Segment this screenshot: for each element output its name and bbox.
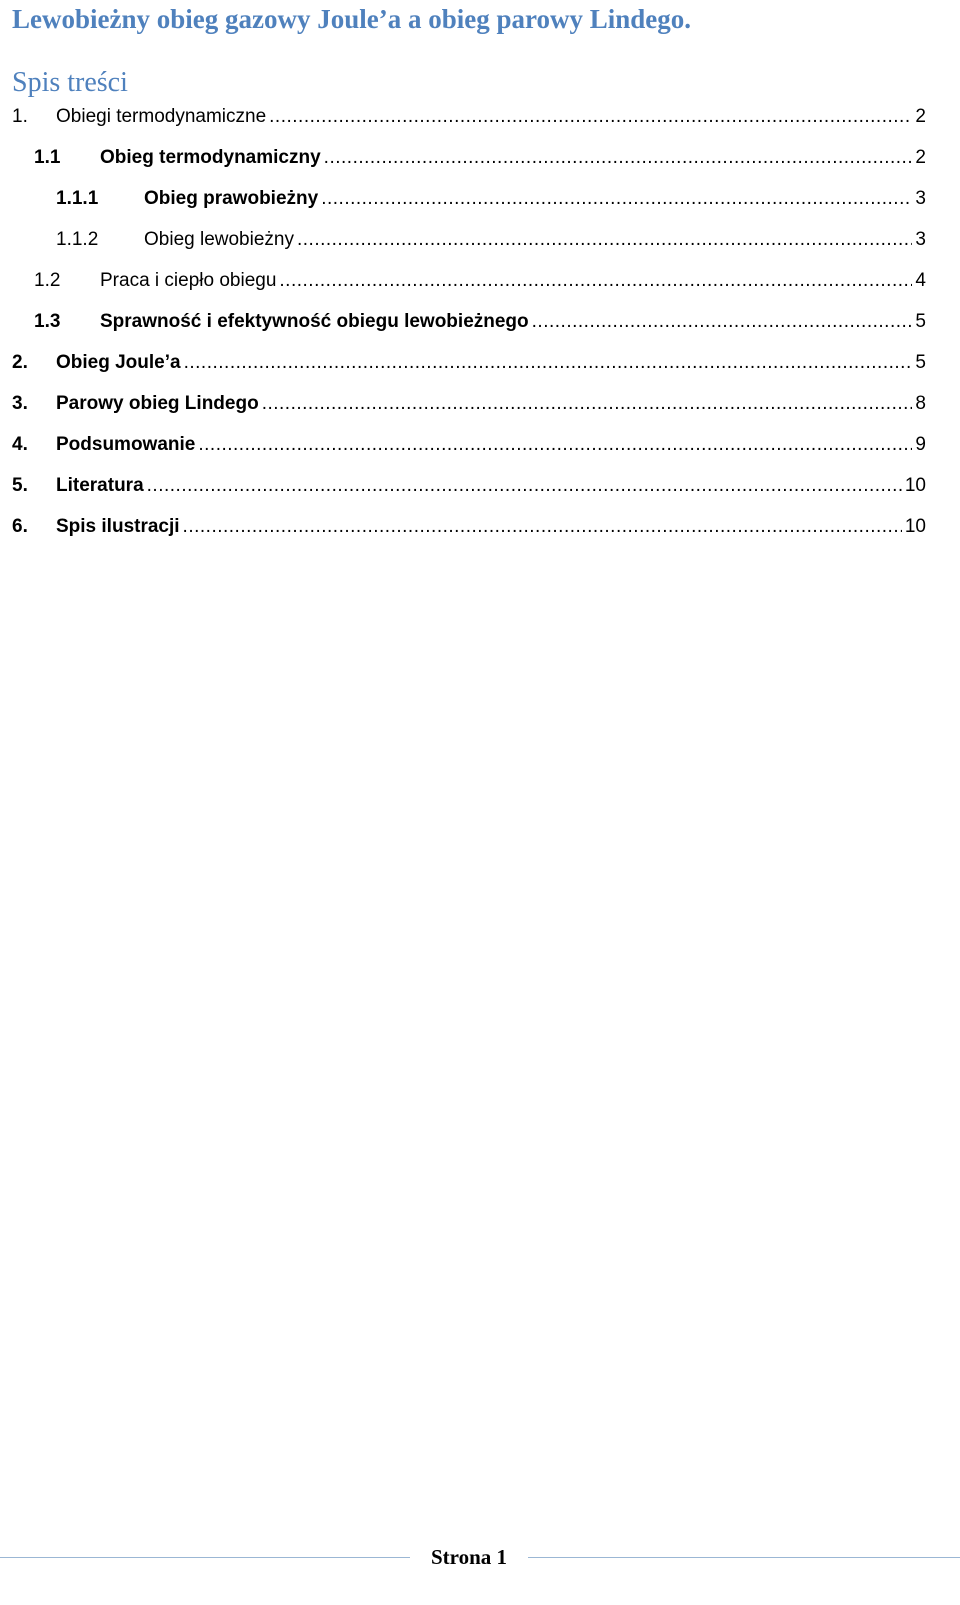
toc-entry-parowy-obieg-lindego[interactable] xyxy=(12,391,926,417)
toc-entry-page: 5 xyxy=(915,352,926,373)
toc-entry-obieg-prawobiezny[interactable] xyxy=(56,186,926,212)
toc-entry-page: 3 xyxy=(915,188,926,209)
toc-entry-number: 1.3 xyxy=(34,311,61,332)
toc-heading: Spis treści xyxy=(12,67,128,98)
toc-entry-label: Praca i ciepło obiegu xyxy=(100,270,277,291)
toc-entry-number: 6. xyxy=(12,516,28,537)
toc-dot-leader xyxy=(198,432,912,458)
toc-entry-number: 1.2 xyxy=(34,270,61,291)
footer-rule-left xyxy=(0,1557,410,1558)
toc-entry-number: 1. xyxy=(12,106,28,127)
toc-entry-number: 1.1 xyxy=(34,147,61,168)
toc-entry-obieg-termodynamiczny[interactable] xyxy=(34,145,926,171)
toc-entry-page: 4 xyxy=(915,270,926,291)
toc-entry-page: 5 xyxy=(915,311,926,332)
toc-entry-obiegi-termodynamiczne[interactable] xyxy=(12,104,926,130)
toc-entry-number: 4. xyxy=(12,434,28,455)
toc-entry-spis-ilustracji[interactable] xyxy=(12,514,926,540)
toc-entry-praca-i-cieplo-obiegu[interactable] xyxy=(34,268,926,294)
toc-entry-obieg-lewobiezny[interactable] xyxy=(56,227,926,253)
toc-entry-podsumowanie[interactable] xyxy=(12,432,926,458)
toc-entry-number: 2. xyxy=(12,352,28,373)
toc-entry-number: 1.1.2 xyxy=(56,229,99,250)
toc-entry-label: Obiegi termodynamiczne xyxy=(56,106,267,127)
toc-entry-label: Literatura xyxy=(56,475,144,496)
toc-entry-page: 2 xyxy=(915,106,926,127)
toc-entry-label: Podsumowanie xyxy=(56,434,196,455)
toc-entry-literatura[interactable] xyxy=(12,473,926,499)
toc-entry-page: 10 xyxy=(904,516,926,537)
toc-entry-page: 10 xyxy=(904,475,926,496)
toc-dot-leader xyxy=(183,514,902,540)
toc-dot-leader xyxy=(321,186,912,212)
toc-dot-leader xyxy=(147,473,902,499)
toc-entry-label: Obieg termodynamiczny xyxy=(100,147,321,168)
toc-entry-label: Obieg Joule’a xyxy=(56,352,181,373)
toc-entry-label: Sprawność i efektywność obiegu lewobieżnego xyxy=(100,311,529,332)
document-title: Lewobieżny obieg gazowy Joule’a a obieg parowy Lindego. xyxy=(12,4,692,34)
toc-dot-leader xyxy=(279,268,912,294)
toc-entry-page: 2 xyxy=(915,147,926,168)
toc-entry-page: 8 xyxy=(915,393,926,414)
toc-dot-leader xyxy=(269,104,912,130)
toc-entry-number: 1.1.1 xyxy=(56,188,99,209)
toc-dot-leader xyxy=(184,350,913,376)
toc-entry-page: 3 xyxy=(915,229,926,250)
toc-dot-leader xyxy=(324,145,913,171)
footer-page-number: Strona 1 xyxy=(430,1545,508,1569)
footer-rule-right xyxy=(528,1557,960,1558)
toc-entry-number: 5. xyxy=(12,475,28,496)
toc-entry-page: 9 xyxy=(915,434,926,455)
toc-entry-label: Obieg prawobieżny xyxy=(144,188,319,209)
toc-entry-obieg-joulea[interactable] xyxy=(12,350,926,376)
toc-dot-leader xyxy=(297,227,912,253)
toc-entry-label: Spis ilustracji xyxy=(56,516,180,537)
page-footer xyxy=(0,1542,960,1572)
toc-entry-label: Parowy obieg Lindego xyxy=(56,393,259,414)
toc-entry-number: 3. xyxy=(12,393,28,414)
toc-dot-leader xyxy=(532,309,913,335)
toc-dot-leader xyxy=(262,391,913,417)
toc-entry-label: Obieg lewobieżny xyxy=(144,229,294,250)
toc-entry-sprawnosc-i-efektywnosc[interactable] xyxy=(34,309,926,335)
